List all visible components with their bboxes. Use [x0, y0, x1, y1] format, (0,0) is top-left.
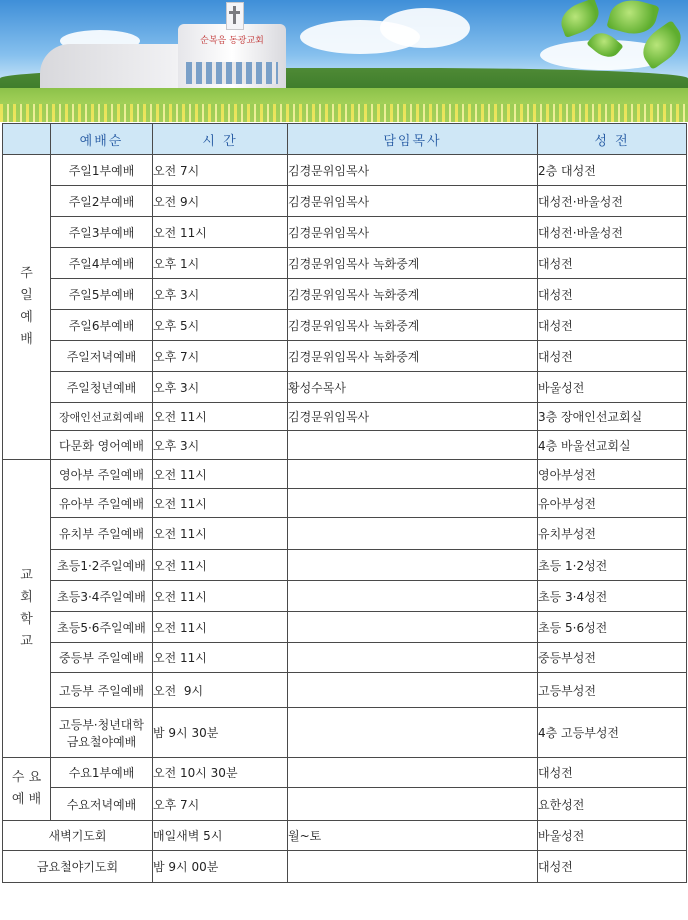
table-row	[3, 431, 687, 460]
table-row	[3, 643, 687, 673]
service-time: 오전 11시	[153, 460, 288, 489]
table-row	[3, 518, 687, 550]
service-name	[51, 708, 153, 758]
service-pastor	[288, 708, 538, 758]
table-row	[3, 758, 687, 788]
table-header-row	[3, 124, 687, 155]
service-name: 중등부 주일예배	[51, 643, 153, 673]
service-pastor: 김경문위임목사 녹화중계	[288, 248, 538, 279]
group-sunday-worship: 주 일 예 배	[3, 155, 51, 460]
service-time: 오전 11시	[153, 550, 288, 581]
table-row	[3, 279, 687, 310]
service-pastor: 김경문위임목사 녹화중계	[288, 279, 538, 310]
table-row	[3, 217, 687, 248]
service-time: 오후 7시	[153, 788, 288, 821]
service-pastor: 김경문위임목사	[288, 186, 538, 217]
service-name: 고등부 주일예배	[51, 673, 153, 708]
service-place: 대성전	[538, 851, 687, 883]
service-time: 밤 9시 30분	[153, 708, 288, 758]
table-row	[3, 851, 687, 883]
service-name: 주일2부예배	[51, 186, 153, 217]
cross-icon	[226, 2, 244, 30]
table-row	[3, 581, 687, 612]
service-name: 유치부 주일예배	[51, 518, 153, 550]
service-name-line1: 고등부·청년대학	[59, 717, 144, 732]
service-name: 주일6부예배	[51, 310, 153, 341]
service-name: 금요철야기도회	[3, 851, 153, 883]
service-name: 주일1부예배	[51, 155, 153, 186]
service-time: 오전 9시	[153, 673, 288, 708]
service-name: 주일5부예배	[51, 279, 153, 310]
table-row	[3, 403, 687, 431]
service-time: 매일새벽 5시	[153, 821, 288, 851]
service-place: 초등 3·4성전	[538, 581, 687, 612]
service-pastor	[288, 612, 538, 643]
service-name: 유아부 주일예배	[51, 489, 153, 518]
service-time: 오후 7시	[153, 341, 288, 372]
service-pastor	[288, 460, 538, 489]
service-place: 바울성전	[538, 372, 687, 403]
service-pastor: 김경문위임목사 녹화중계	[288, 341, 538, 372]
header-service: 예배순	[51, 124, 153, 155]
church-windows	[186, 62, 278, 84]
service-place: 초등 1·2성전	[538, 550, 687, 581]
service-name: 주일4부예배	[51, 248, 153, 279]
service-place: 4층 고등부성전	[538, 708, 687, 758]
service-name: 주일3부예배	[51, 217, 153, 248]
service-time: 오전 7시	[153, 155, 288, 186]
table-row	[3, 708, 687, 758]
service-pastor	[288, 643, 538, 673]
service-pastor: 황성수목사	[288, 372, 538, 403]
service-name: 초등3·4주일예배	[51, 581, 153, 612]
service-pastor: 김경문위임목사	[288, 217, 538, 248]
group-church-school: 교 회 학 교	[3, 460, 51, 758]
service-place: 대성전	[538, 341, 687, 372]
service-place: 중등부성전	[538, 643, 687, 673]
service-pastor: 김경문위임목사 녹화중계	[288, 310, 538, 341]
service-pastor	[288, 851, 538, 883]
service-time: 오후 5시	[153, 310, 288, 341]
service-time: 밤 9시 00분	[153, 851, 288, 883]
table-row	[3, 248, 687, 279]
service-name: 수요1부예배	[51, 758, 153, 788]
service-pastor	[288, 489, 538, 518]
service-time: 오전 11시	[153, 643, 288, 673]
worship-schedule-table	[2, 123, 687, 883]
table-row	[3, 341, 687, 372]
service-place: 2층 대성전	[538, 155, 687, 186]
table-row	[3, 489, 687, 518]
service-name: 주일청년예배	[51, 372, 153, 403]
table-row	[3, 372, 687, 403]
service-place: 고등부성전	[538, 673, 687, 708]
service-name: 새벽기도회	[3, 821, 153, 851]
service-time: 오전 11시	[153, 489, 288, 518]
service-place: 대성전·바울성전	[538, 217, 687, 248]
church-building-wing	[40, 44, 190, 88]
service-pastor	[288, 431, 538, 460]
service-pastor: 월~토	[288, 821, 538, 851]
service-time: 오전 11시	[153, 518, 288, 550]
service-pastor	[288, 550, 538, 581]
service-name: 주일저녁예배	[51, 341, 153, 372]
service-time: 오전 11시	[153, 217, 288, 248]
service-time: 오전 9시	[153, 186, 288, 217]
service-place: 대성전·바울성전	[538, 186, 687, 217]
service-time: 오후 1시	[153, 248, 288, 279]
service-place: 바울성전	[538, 821, 687, 851]
header-banner	[0, 0, 688, 122]
service-place: 유아부성전	[538, 489, 687, 518]
service-time: 오전 11시	[153, 581, 288, 612]
service-name: 초등5·6주일예배	[51, 612, 153, 643]
service-time: 오전 11시	[153, 612, 288, 643]
header-time: 시 간	[153, 124, 288, 155]
table-row	[3, 310, 687, 341]
service-place: 대성전	[538, 279, 687, 310]
service-place: 4층 바울선교회실	[538, 431, 687, 460]
service-place: 대성전	[538, 310, 687, 341]
service-pastor	[288, 758, 538, 788]
header-place: 성 전	[538, 124, 687, 155]
service-time: 오후 3시	[153, 279, 288, 310]
table-row	[3, 155, 687, 186]
service-place: 영아부성전	[538, 460, 687, 489]
flower-field	[0, 104, 688, 122]
table-row	[3, 460, 687, 489]
service-pastor	[288, 673, 538, 708]
service-time: 오전 11시	[153, 403, 288, 431]
table-row	[3, 186, 687, 217]
service-pastor: 김경문위임목사	[288, 403, 538, 431]
header-corner	[3, 124, 51, 155]
table-row	[3, 788, 687, 821]
service-place: 요한성전	[538, 788, 687, 821]
table-row	[3, 821, 687, 851]
service-name: 수요저녁예배	[51, 788, 153, 821]
service-time: 오후 3시	[153, 431, 288, 460]
service-place: 유치부성전	[538, 518, 687, 550]
table-row	[3, 612, 687, 643]
service-name: 다문화 영어예배	[51, 431, 153, 460]
service-name: 초등1·2주일예배	[51, 550, 153, 581]
service-name: 영아부 주일예배	[51, 460, 153, 489]
cloud-shape	[380, 8, 470, 48]
service-name: 장애인선교회예배	[51, 403, 153, 431]
service-place: 초등 5·6성전	[538, 612, 687, 643]
service-place: 3층 장애인선교회실	[538, 403, 687, 431]
church-name-sign: 순복음 동광교회	[200, 36, 264, 46]
header-pastor: 담임목사	[288, 124, 538, 155]
service-place: 대성전	[538, 248, 687, 279]
table-row	[3, 673, 687, 708]
service-pastor	[288, 788, 538, 821]
service-place: 대성전	[538, 758, 687, 788]
group-wednesday-worship: 수 요 예 배	[3, 758, 51, 821]
service-pastor	[288, 518, 538, 550]
leaf-icon	[556, 0, 603, 38]
table-row	[3, 550, 687, 581]
service-pastor: 김경문위임목사	[288, 155, 538, 186]
service-name-line2: 금요철야예배	[66, 734, 137, 749]
service-time: 오전 10시 30분	[153, 758, 288, 788]
service-time: 오후 3시	[153, 372, 288, 403]
service-pastor	[288, 581, 538, 612]
